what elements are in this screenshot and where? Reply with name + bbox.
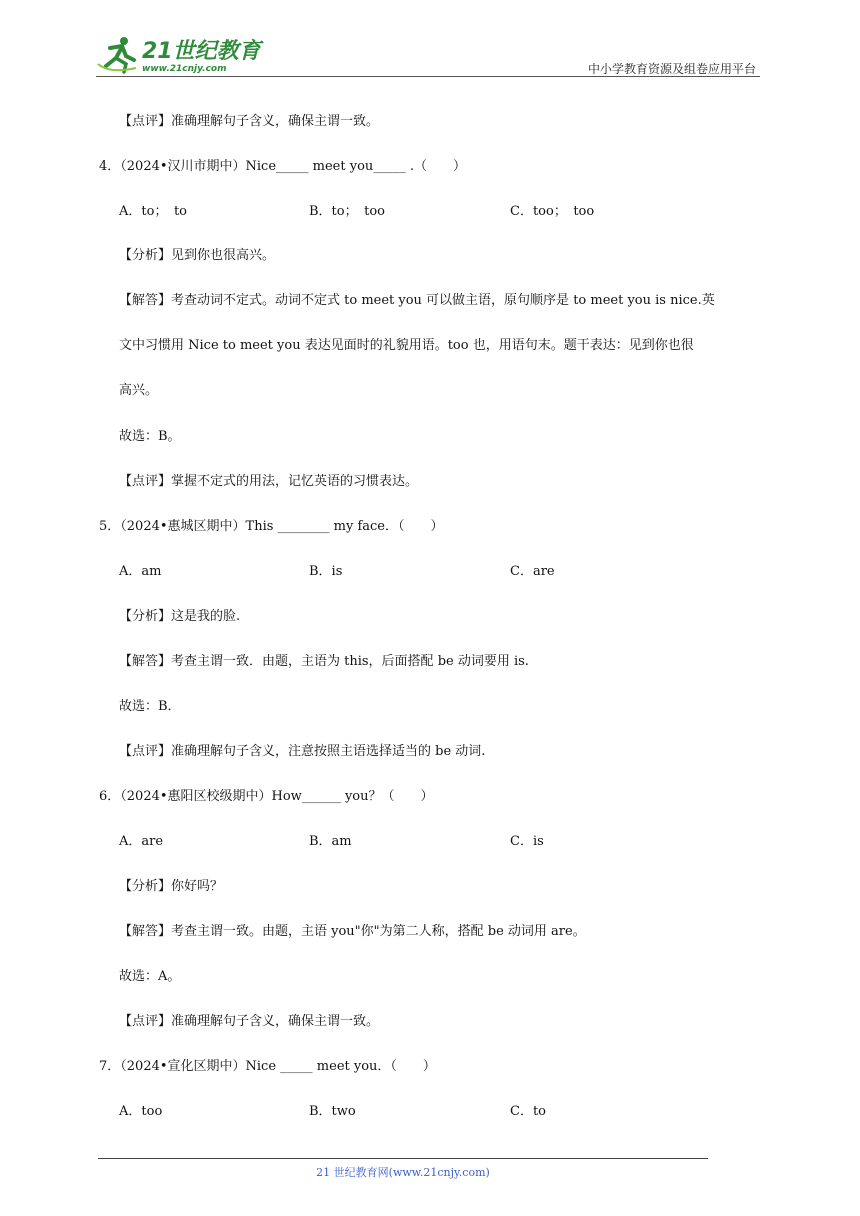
footer-divider	[98, 1158, 708, 1159]
footer-link[interactable]: 21 世纪教育网(www.21cnjy.com)	[316, 1166, 490, 1179]
option-a[interactable]: A．am	[119, 564, 162, 579]
comment-line: 【点评】准确理解句子含义，确保主谓一致。	[119, 1014, 380, 1029]
logo-url-text: www.21cnjy.com	[142, 64, 227, 74]
choice-line: 故选：A。	[119, 969, 181, 984]
choice-line: 故选：B。	[119, 429, 181, 444]
comment-line: 【点评】准确理解句子含义，确保主谓一致。	[119, 114, 380, 129]
option-b[interactable]: B．is	[309, 564, 343, 579]
comment-line: 【点评】掌握不定式的用法，记忆英语的习惯表达。	[119, 474, 419, 489]
runner-logo-icon	[96, 34, 140, 74]
option-b[interactable]: B．to； too	[309, 204, 385, 219]
option-c[interactable]: C．too； too	[510, 204, 595, 219]
option-b[interactable]: B．am	[309, 834, 352, 849]
question-5: 5．（2024•惠城区期中）This ________ my face．（ ）	[99, 519, 444, 534]
platform-title: 中小学教育资源及组卷应用平台	[587, 62, 756, 76]
option-c[interactable]: C．are	[510, 564, 555, 579]
site-logo[interactable]	[96, 34, 261, 74]
answer-line: 【解答】考查主谓一致．由题，主语为 this，后面搭配 be 动词要用 is.	[119, 654, 529, 669]
analysis-line: 【分析】这是我的脸.	[119, 609, 241, 624]
analysis-line: 【分析】你好吗？	[119, 879, 224, 894]
analysis-line: 【分析】见到你也很高兴。	[119, 248, 276, 263]
answer-line: 【解答】考查动词不定式。动词不定式 to meet you 可以做主语，原句顺序是 to meet you is nice.英	[119, 293, 715, 308]
answer-line-cont: 高兴。	[119, 383, 159, 398]
answer-line-cont: 文中习惯用 Nice to meet you 表达见面时的礼貌用语。too 也，用语句末。题干表达：见到你也很	[119, 338, 694, 353]
option-a[interactable]: A．to； to	[119, 204, 187, 219]
logo-text	[142, 40, 261, 74]
header-divider	[96, 76, 760, 77]
option-b[interactable]: B．two	[309, 1104, 356, 1119]
option-c[interactable]: C．to	[510, 1104, 546, 1119]
logo-main-text: 21世纪教育	[142, 39, 261, 64]
question-6: 6．（2024•惠阳区校级期中）How______ you？（ ）	[99, 789, 434, 804]
choice-line: 故选：B．	[119, 699, 181, 714]
answer-line: 【解答】考查主谓一致。由题，主语 you"你"为第二人称，搭配 be 动词用 are。	[119, 924, 586, 939]
option-a[interactable]: A．are	[119, 834, 164, 849]
question-4: 4．（2024•汉川市期中）Nice_____ meet you_____ .（ ）	[99, 159, 467, 174]
page-header	[96, 34, 760, 78]
option-a[interactable]: A．too	[119, 1104, 163, 1119]
question-7: 7．（2024•宣化区期中）Nice _____ meet you．（ ）	[99, 1059, 436, 1074]
comment-line: 【点评】准确理解句子含义，注意按照主语选择适当的 be 动词.	[119, 744, 486, 759]
option-c[interactable]: C．is	[510, 834, 544, 849]
